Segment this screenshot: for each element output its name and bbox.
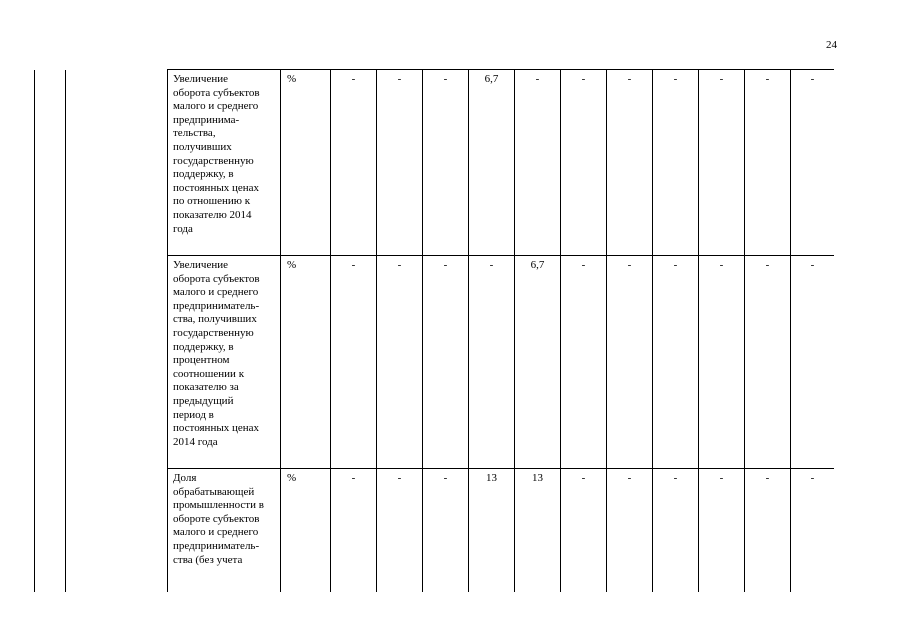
value-cell: -: [699, 469, 745, 593]
indicator-text-line: предприниматель-: [173, 299, 260, 312]
value-cell: -: [607, 70, 653, 256]
empty-cell-name: [66, 469, 168, 593]
empty-cell-number: [35, 469, 66, 593]
indicator-text-line: малого и среднего: [173, 100, 259, 113]
value-cell: -: [607, 469, 653, 593]
indicator-text-line: процентном: [173, 354, 230, 367]
indicator-text-line: обрабатывающей: [173, 485, 255, 498]
value-cell: -: [331, 70, 377, 256]
table-row: [35, 469, 835, 593]
indicator-text-line: промышленности в: [173, 499, 264, 512]
indicator-text-line: Увеличение: [173, 259, 229, 271]
empty-cell-name: [66, 256, 168, 469]
indicator-text-line: поддержку, в: [173, 168, 234, 181]
table-body: [35, 70, 835, 593]
indicator-text-line: Доля: [173, 472, 197, 484]
value-cell: 6,7: [469, 70, 515, 256]
value-cell: -: [745, 70, 791, 256]
indicator-text-line: 2014 года: [173, 435, 218, 448]
indicator-text-line: обороте субъектов: [173, 512, 260, 525]
empty-cell-name: [66, 70, 168, 256]
value-cell: 13: [515, 469, 561, 593]
value-cell: -: [561, 256, 607, 469]
value-cell: -: [469, 256, 515, 469]
value-cell: -: [561, 469, 607, 593]
value-cell: -: [745, 256, 791, 469]
indicator-text-line: по отношению к: [173, 195, 251, 208]
indicator-cell: [168, 70, 281, 256]
indicator-text-line: ства (без учета: [173, 553, 243, 566]
indicator-text-line: Увеличение: [173, 73, 229, 85]
indicator-text-line: года: [173, 222, 193, 235]
value-cell: -: [791, 70, 835, 256]
value-cell: -: [653, 256, 699, 469]
indicator-text-line: оборота субъектов: [173, 272, 260, 285]
table-row: [35, 256, 835, 469]
value-cell: 6,7: [515, 256, 561, 469]
value-cell: -: [377, 70, 423, 256]
value-cell: -: [561, 70, 607, 256]
value-cell: -: [423, 469, 469, 593]
value-cell: -: [515, 70, 561, 256]
indicator-text-line: предприниматель-: [173, 539, 260, 552]
indicator-text-line: соотношении к: [173, 367, 245, 380]
indicator-text-line: ства, получивших: [173, 313, 257, 326]
empty-cell-number: [35, 256, 66, 469]
indicator-text-line: оборота субъектов: [173, 86, 260, 99]
indicator-table-wrapper: [34, 69, 834, 592]
unit-cell: %: [281, 70, 331, 256]
indicator-text-line: поддержку, в: [173, 340, 234, 353]
indicator-table: [34, 69, 834, 592]
value-cell: -: [745, 469, 791, 593]
indicator-text-line: малого и среднего: [173, 286, 259, 299]
indicator-text-line: государственную: [173, 326, 254, 339]
indicator-text-line: предыдущий: [173, 394, 234, 407]
indicator-cell: [168, 256, 281, 469]
unit-cell: %: [281, 256, 331, 469]
value-cell: 13: [469, 469, 515, 593]
indicator-text-line: период в: [173, 408, 214, 421]
indicator-text-line: показателю за: [173, 381, 239, 394]
page-number: 24: [826, 39, 837, 51]
value-cell: -: [331, 469, 377, 593]
table-row: [35, 70, 835, 256]
value-cell: -: [791, 469, 835, 593]
value-cell: -: [653, 70, 699, 256]
value-cell: -: [377, 469, 423, 593]
indicator-text-line: предпринима-: [173, 113, 240, 126]
value-cell: -: [423, 256, 469, 469]
indicator-text-line: получивших: [173, 140, 232, 153]
indicator-text-line: постоянных ценах: [173, 422, 260, 435]
value-cell: -: [423, 70, 469, 256]
indicator-text-line: постоянных ценах: [173, 181, 260, 194]
value-cell: -: [377, 256, 423, 469]
indicator-text-line: государственную: [173, 154, 254, 167]
value-cell: -: [791, 256, 835, 469]
value-cell: -: [653, 469, 699, 593]
empty-cell-number: [35, 70, 66, 256]
value-cell: -: [331, 256, 377, 469]
unit-cell: %: [281, 469, 331, 593]
value-cell: -: [607, 256, 653, 469]
indicator-text-line: малого и среднего: [173, 526, 259, 539]
indicator-text-line: показателю 2014: [173, 208, 252, 221]
indicator-cell: [168, 469, 281, 593]
value-cell: -: [699, 256, 745, 469]
value-cell: -: [699, 70, 745, 256]
indicator-text-line: тельства,: [173, 127, 216, 140]
